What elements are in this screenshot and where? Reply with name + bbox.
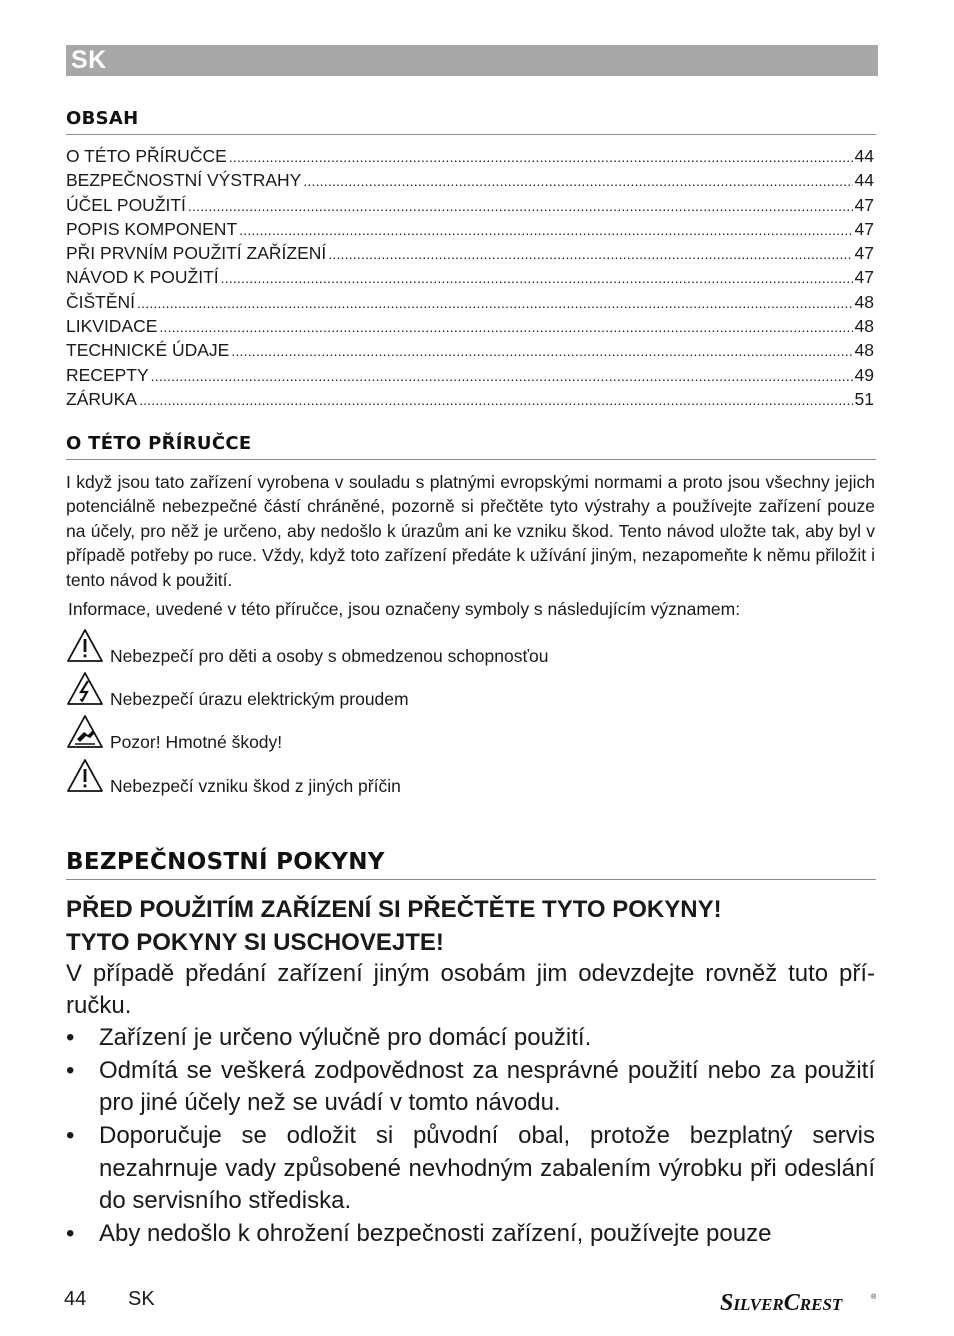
symbol-text: Nebezpečí pro děti a osoby s obmedzenou schopnosťou [110,646,549,666]
toc-item[interactable]: RECEPTY ..... 49 [66,365,874,389]
safety-subheading: PŘED POUŽITÍM ZAŘÍZENÍ SI PŘEČTĚTE TYTO POKYNY! [66,896,722,923]
svg-text:SILVERCREST: SILVERCREST [720,1290,843,1315]
material-damage-icon [66,714,104,750]
silvercrest-logo [720,1289,878,1315]
about-divider [66,459,876,460]
toc-item[interactable]: PŘI PRVNÍM POUŽITÍ ZAŘÍZENÍ ..... 47 [66,243,874,267]
list-item: • Doporučuje se odložit si původní obal, protože bezplatný servis nezahrnuje vady způsobené nevhodným zabalením výrobku při odeslání do servisního střediska. [66,1120,875,1217]
toc-item[interactable]: ZÁRUKA ..... 51 [66,389,874,413]
toc-item[interactable]: BEZPEČNOSTNÍ VÝSTRAHY ..... 44 [66,170,874,194]
symbol-row [66,714,282,750]
toc-divider [66,134,876,135]
safety-divider [66,879,876,880]
toc-item[interactable]: LIKVIDACE ..... 48 [66,316,874,340]
warning-exclamation-icon [66,758,104,794]
toc-heading: OBSAH [66,108,139,129]
table-of-contents [66,146,874,413]
toc-item[interactable]: ÚČEL POUŽITÍ ..... 47 [66,195,874,219]
svg-text:®: ® [871,1294,877,1301]
toc-item[interactable]: POPIS KOMPONENT ..... 47 [66,219,874,243]
safety-subheading: TYTO POKYNY SI USCHOVEJTE! [66,929,444,956]
safety-bullet-list [66,1022,875,1251]
language-bar [66,45,878,76]
symbol-text: Nebezpečí úrazu elektrickým proudem [110,689,409,709]
list-item: • Zařízení je určeno výlučně pro domácí použití. [66,1022,875,1054]
about-paragraph: I když jsou tato zařízení vyrobena v souladu s platnými evropskými normami a proto jsou všechny jejich potenciálně nebezpečné částí chráněné, pozorně si přečtěte tyto výstrahy a používejte zařízení pouze na účely, pro něž je určeno, aby nedošlo k úrazům ani ke vzniku škod. Tento návod uložte tak, aby byl v případě potřeby po ruce. Vždy, když toto zařízení předáte k užívání jiným, nezapomeňte k němu přiložit i tento návod k použití. [66,472,875,590]
symbol-row [66,628,549,664]
safety-heading: BEZPEČNOSTNÍ POKYNY [66,849,385,875]
toc-item[interactable]: O TÉTO PŘÍRUČCE ..... 44 [66,146,874,170]
toc-item[interactable]: ČIŠTĚNÍ ..... 48 [66,292,874,316]
page-number: 44 [64,1288,87,1310]
symbol-text: Pozor! Hmotné škody! [110,732,283,752]
symbol-row [66,758,401,794]
footer-language: SK [128,1288,155,1310]
toc-item[interactable]: TECHNICKÉ ÚDAJE ..... 48 [66,340,874,364]
electric-shock-icon [66,671,104,707]
list-item: • Odmítá se veškerá zodpovědnost za nesprávné použití nebo za použití pro jiné účely než se uvádí v tomto návodu. [66,1055,875,1120]
symbol-text: Nebezpečí vzniku škod z jiných příčin [110,776,401,796]
safety-intro: V případě předání zařízení jiným osobám jim odevzdejte rovněž tuto pří-ručku. [66,960,875,1020]
symbols-intro: Informace, uvedené v této příručce, jsou označeny symboly s následujícím významem: [68,599,741,619]
warning-exclamation-icon [66,628,104,664]
language-label: SK [71,46,107,74]
list-item: • Aby nedošlo k ohrožení bezpečnosti zařízení, používejte pouze [66,1218,875,1250]
about-heading: O TÉTO PŘÍRUČCE [66,433,252,454]
symbol-row [66,671,409,707]
toc-item[interactable]: NÁVOD K POUŽITÍ ..... 47 [66,267,874,291]
